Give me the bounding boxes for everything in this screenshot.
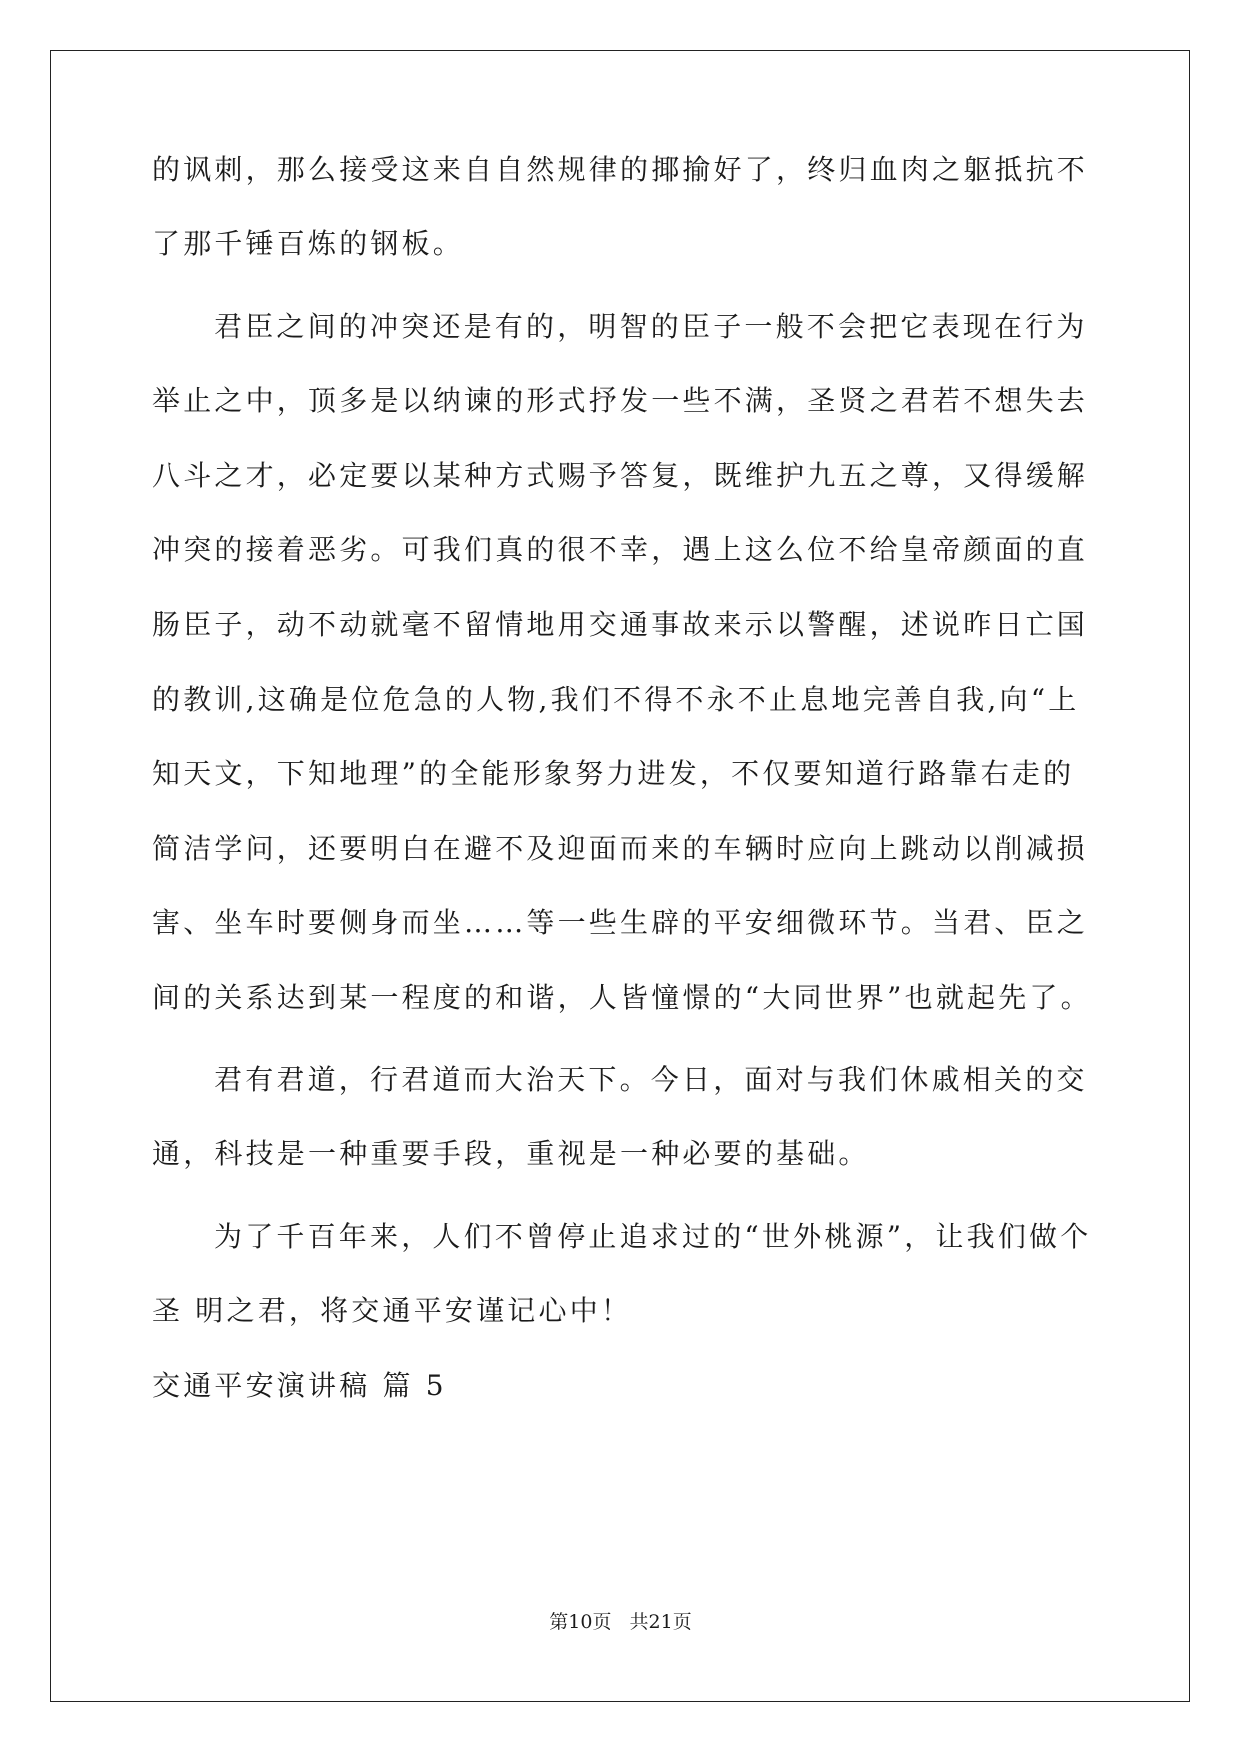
text-line: 八斗之才，必定要以某种方式赐予答复，既维护九五之尊，又得缓解 bbox=[152, 459, 1089, 492]
text-line: 肠臣子，动不动就毫不留情地用交通事故来示以警醒，述说昨日亡国 bbox=[152, 608, 1089, 641]
text-line: 君有君道，行君道而大治天下。今日，面对与我们休戚相关的交 bbox=[214, 1063, 1088, 1096]
text-line: 圣 明之君，将交通平安谨记心中！ bbox=[152, 1294, 633, 1327]
section-heading: 交通平安演讲稿 篇 5 bbox=[152, 1369, 447, 1402]
text-line: 了那千锤百炼的钢板。 bbox=[152, 227, 465, 260]
text-line: 间的关系达到某一程度的和谐，人皆憧憬的“大同世界”也就起先了。 bbox=[152, 981, 1092, 1014]
text-line: 的教训,这确是位危急的人物,我们不得不永不止息地完善自我,向“上 bbox=[152, 683, 1080, 716]
page-number-total: 共21页 bbox=[629, 1611, 692, 1633]
text-line: 害、坐车时要侧身而坐……等一些生辟的平安细微环节。当君、臣之 bbox=[152, 906, 1089, 939]
page-border bbox=[50, 50, 1190, 1702]
page-footer bbox=[0, 1610, 1241, 1634]
text-line: 知天文，下知地理”的全能形象努力进发，不仅要知道行路靠右走的 bbox=[152, 757, 1075, 790]
text-line: 简洁学问，还要明白在避不及迎面而来的车辆时应向上跳动以削减损 bbox=[152, 832, 1089, 865]
page-number-current: 第10页 bbox=[549, 1611, 612, 1633]
text-line: 通，科技是一种重要手段，重视是一种必要的基础。 bbox=[152, 1137, 870, 1170]
text-line: 的讽刺，那么接受这来自自然规律的揶揄好了，终归血肉之躯抵抗不 bbox=[152, 153, 1089, 186]
text-line: 举止之中，顶多是以纳谏的形式抒发一些不满，圣贤之君若不想失去 bbox=[152, 384, 1089, 417]
text-line: 君臣之间的冲突还是有的，明智的臣子一般不会把它表现在行为 bbox=[214, 310, 1088, 343]
text-line: 冲突的接着恶劣。可我们真的很不幸，遇上这么位不给皇帝颜面的直 bbox=[152, 533, 1089, 566]
text-line: 为了千百年来，人们不曾停止追求过的“世外桃源”，让我们做个 bbox=[214, 1220, 1092, 1253]
